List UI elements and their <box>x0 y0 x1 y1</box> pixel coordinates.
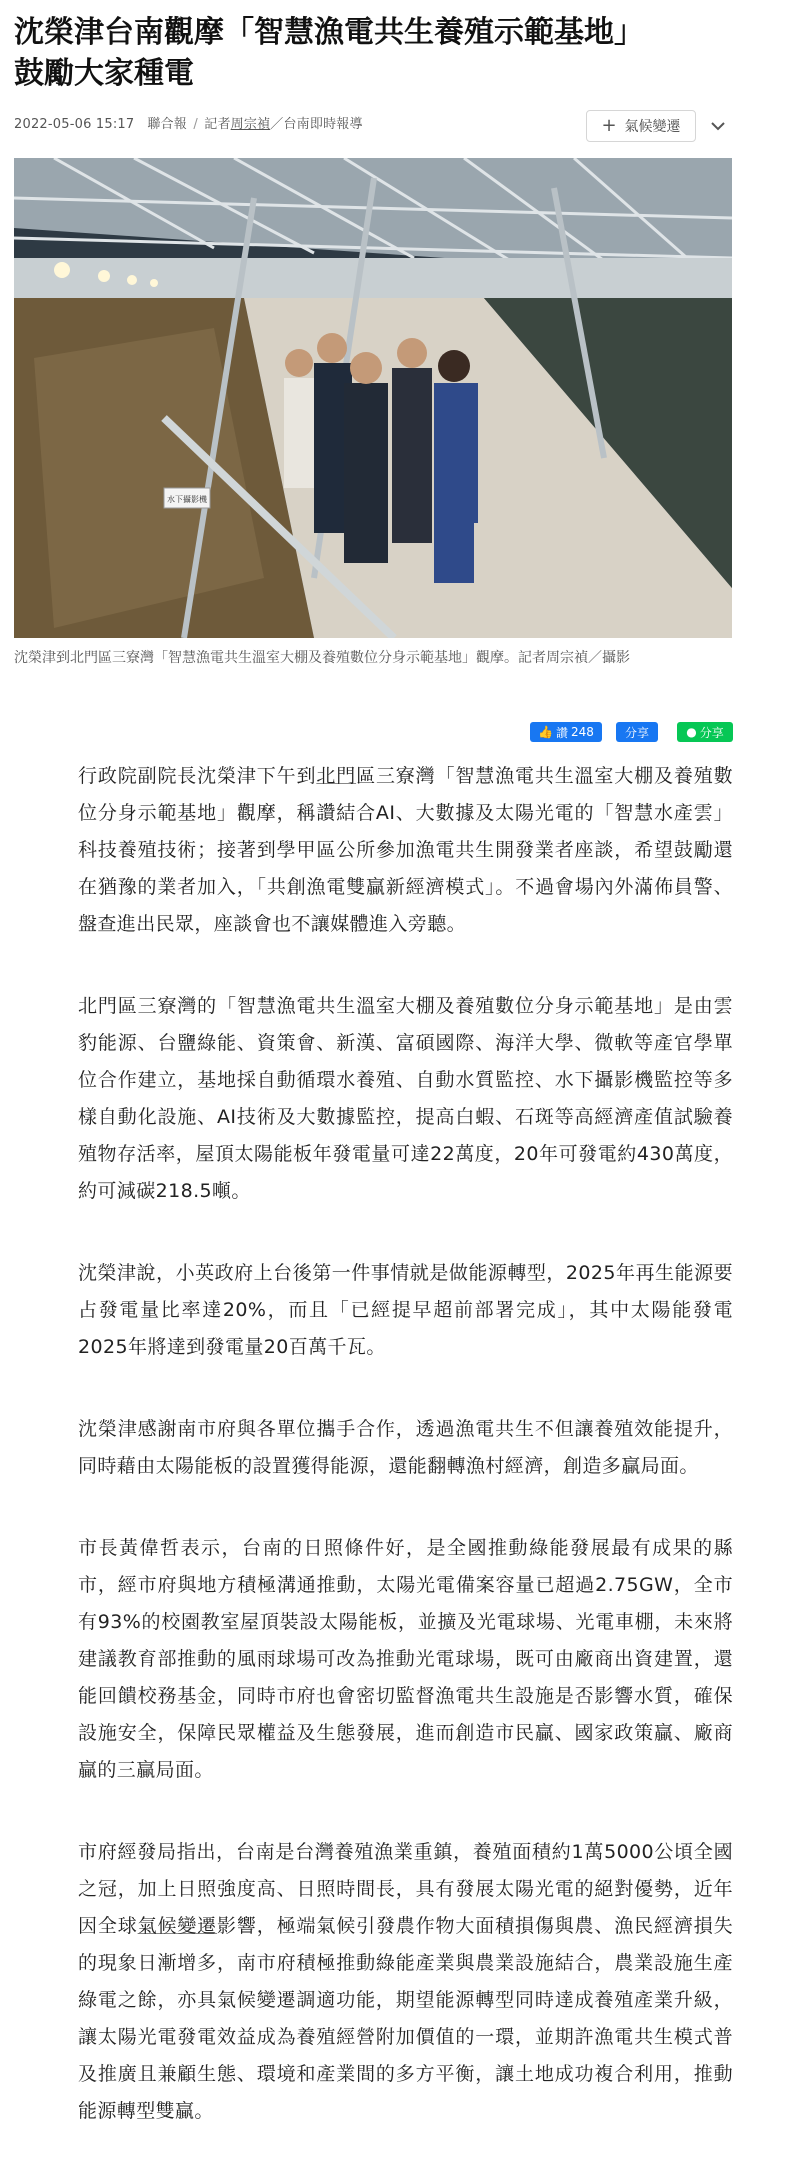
chevron-down-icon[interactable] <box>706 114 730 138</box>
thumbs-up-icon: 👍 <box>538 725 554 739</box>
reporter-prefix: 記者 <box>204 117 231 132</box>
line-share-label: 分享 <box>699 725 724 740</box>
news-source[interactable]: 聯合報 <box>147 117 187 132</box>
photo-caption: 沈榮津到北門區三寮灣「智慧漁電共生溫室大棚及養殖數位分身示範基地」觀摩。記者周宗禎／攝影 <box>14 650 630 666</box>
facebook-like-count: 248 <box>571 725 594 739</box>
article-meta <box>14 113 363 132</box>
facebook-like-label: 讚 <box>556 725 569 740</box>
keyword-link-beimen[interactable]: 北門 <box>316 765 357 787</box>
paragraph-text: 行政院副院長沈榮津下午到 <box>78 765 317 787</box>
article-paragraph: 市長黃偉哲表示，台南的日照條件好，是全國推動綠能發展最有成果的縣市，經市府與地方積極溝通推動，太陽光電備案容量已超過2.75GW，全市有93%的校園教室屋頂裝設太陽能板，並擴及光電球場、光電車棚，未來將建議教育部推動的風雨球場可改為推動光電球場，既可由廠商出資建置，還能回饋校務基金，同時市府也會密切監督漁電共生設施是否影響水質，確保設施安全，保障民眾權益及生態發展，進而創造市民贏、國家政策贏、廠商贏的三贏局面。 <box>78 1537 733 1781</box>
article-body <box>78 758 733 2175</box>
paragraph-text: 市府經發局指出，台南是台灣養殖漁業重鎮，養殖面積約1萬5000公頃全國之冠，加上日照強度高、日照時間長，具有發展太陽光電的絕對優勢，近年因全球 <box>78 1841 733 1937</box>
article-paragraph: 沈榮津感謝南市府與各單位攜手合作，透過漁電共生不但讓養殖效能提升，同時藉由太陽能板的設置獲得能源，還能翻轉漁村經濟，創造多贏局面。 <box>78 1418 733 1477</box>
paragraph-text: 影響，極端氣候引發農作物大面積損傷與農、漁民經濟損失的現象日漸增多，南市府積極推動綠能產業與農業設施結合，農業設施生產綠電之餘，亦具氣候變遷調適功能，期望能源轉型同時達成養殖產業升級，讓太陽光電發電效益成為養殖經營附加價值的一環，並期許漁電共生模式普及推廣且兼顧生態、環境和產業間的多方平衡，讓土地成功複合利用，推動能源轉型雙贏。 <box>78 1915 733 2122</box>
article-paragraph <box>78 758 733 943</box>
follow-topic-button[interactable] <box>586 110 696 142</box>
news-desk: 台南即時報導 <box>283 117 363 132</box>
facebook-like-button[interactable] <box>530 722 602 742</box>
topic-label: 氣候變遷 <box>624 119 681 135</box>
camera-sign: 水下攝影機 <box>167 495 207 504</box>
line-share-button[interactable] <box>677 722 733 742</box>
meta-separator-2: ／ <box>270 117 284 132</box>
headline-line-2: 鼓勵大家種電 <box>14 56 194 91</box>
paragraph-text: 區三寮灣「智慧漁電共生溫室大棚及養殖數位分身示範基地」觀摩，稱讚結合AI、大數據及太陽光電的「智慧水產雲」科技養殖技術；接著到學甲區公所參加漁電共生開發業者座談，希望鼓勵還在猶豫的業者加入，「共創漁電雙贏新經濟模式」。不過會場內外滿佈員警、盤查進出民眾，座談會也不讓媒體進入旁聽。 <box>78 765 733 935</box>
article-photo <box>14 158 732 638</box>
publish-datetime: 2022-05-06 15:17 <box>14 117 135 132</box>
facebook-share-label: 分享 <box>624 725 649 740</box>
plus-icon: + <box>601 115 617 136</box>
keyword-link-climate-change[interactable]: 氣候變遷 <box>137 1915 218 1937</box>
article-paragraph <box>78 1834 733 2130</box>
article-paragraph: 北門區三寮灣的「智慧漁電共生溫室大棚及養殖數位分身示範基地」是由雲豹能源、台鹽綠能、資策會、新漢、富碩國際、海洋大學、微軟等產官學單位合作建立，基地採自動循環水養殖、自動水質監控、水下攝影機監控等多樣自動化設施、AI技術及大數據監控，提高白蝦、石斑等高經濟產值試驗養殖物存活率，屋頂太陽能板年發電量可達22萬度，20年可發電約430萬度，約可減碳218.5噸。 <box>78 995 733 1202</box>
line-icon: ● <box>686 725 697 739</box>
article-headline <box>14 12 754 94</box>
meta-separator: / <box>193 117 198 132</box>
reporter-link[interactable]: 周宗禎 <box>230 117 271 132</box>
facebook-share-button[interactable] <box>616 722 658 742</box>
headline-line-1: 沈榮津台南觀摩「智慧漁電共生養殖示範基地」 <box>14 15 644 50</box>
article-paragraph: 沈榮津說，小英政府上台後第一件事情就是做能源轉型，2025年再生能源要占發電量比率達20%，而且「已經提早超前部署完成」，其中太陽能發電2025年將達到發電量20百萬千瓦。 <box>78 1262 733 1358</box>
